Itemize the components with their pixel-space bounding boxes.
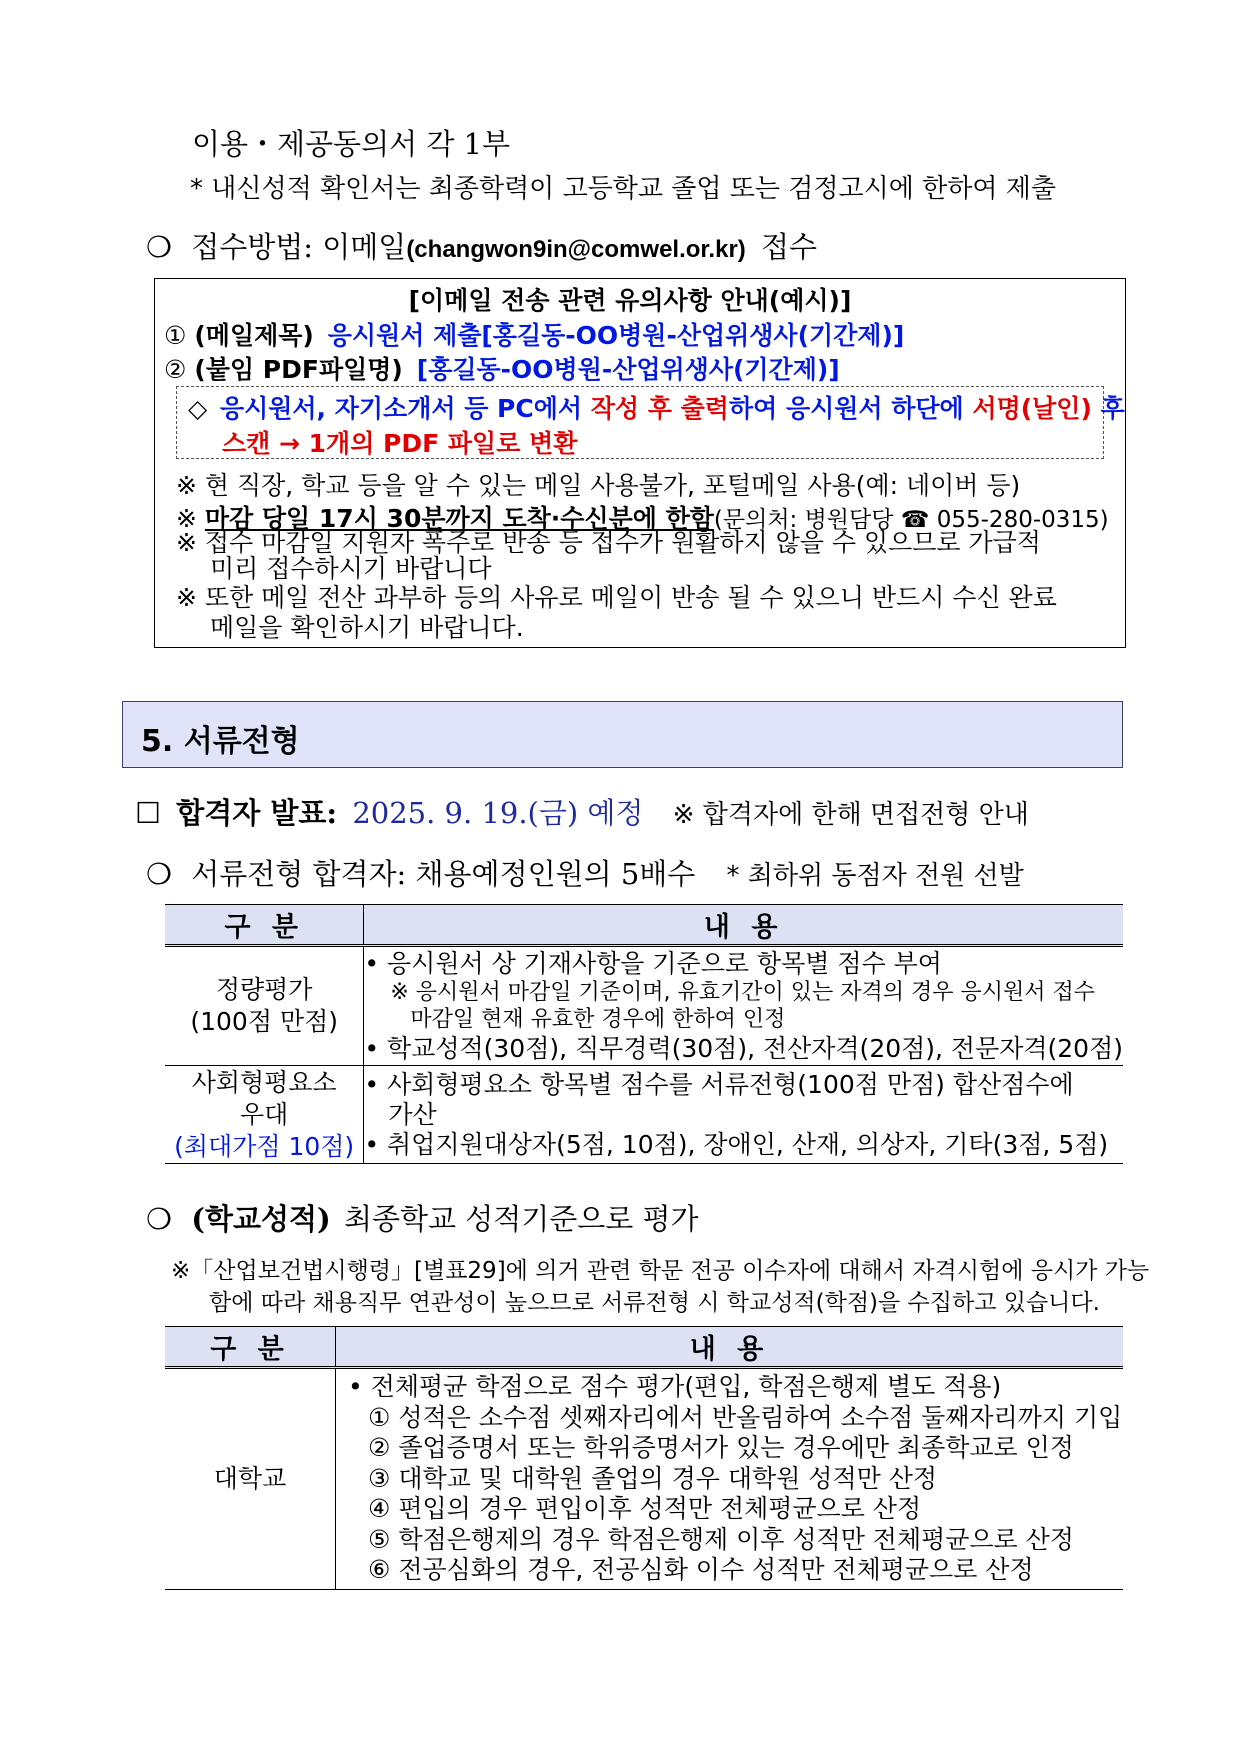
category-line: 정량평가 (215, 975, 313, 1004)
pdf-instruction-line-1 (188, 389, 1125, 425)
row-category: 대학교 (165, 1368, 336, 1590)
school-label: (학교성적) (191, 1202, 331, 1236)
content-bullet: • 전체평균 학점으로 점수 평가(편입, 학점은행제 별도 적용) (348, 1372, 1002, 1402)
school-note-line-1: ※「산업보건법시행령」[별표29]에 의거 관련 학문 전공 이수자에 대해서 자격시험에 응시가 가능 (171, 1258, 1150, 1284)
bullet-icon: ❍ (146, 1202, 172, 1236)
circled-number-icon: ① (164, 321, 187, 350)
instr-part-3: 하여 응시원서 하단에 (728, 394, 964, 423)
content-bullet: • 사회형평요소 항목별 점수를 서류전형(100점 만점) 합산점수에 (364, 1069, 1074, 1099)
email-notice-title: [이메일 전송 관련 유의사항 안내(예시)] (408, 286, 852, 315)
table-header-content: 내 용 (336, 1327, 1124, 1368)
email-notice-item-1 (164, 316, 904, 352)
category-line: (최대가점 10점) (174, 1131, 355, 1161)
top-line-1: 이용・제공동의서 각 1부 (192, 127, 511, 161)
list-item: ④ 편입의 경우 편입이후 성적만 전체평균으로 산정 (368, 1494, 922, 1524)
contact-text: (문의처: 병원담당 ☎ 055-280-0315) (713, 507, 1109, 533)
row-content (336, 1368, 1124, 1590)
receipt-label: 접수방법: 이메일 (191, 230, 407, 264)
content-bullet: • 취업지원대상자(5점, 10점), 장애인, 산재, 의상자, 기타(3점, 5점) (364, 1129, 1109, 1159)
table-header-category: 구 분 (165, 1327, 336, 1368)
section-title: 5. 서류전형 (141, 724, 300, 759)
email-notice-item-2 (164, 350, 840, 386)
table-header-content: 내 용 (364, 905, 1123, 946)
circled-number-icon: ② (164, 355, 187, 384)
content-bullet: • 응시원서 상 기재사항을 기준으로 항목별 점수 부여 (364, 949, 942, 978)
receipt-method (146, 225, 817, 266)
row-category (165, 1066, 364, 1164)
instr-part-2: 작성 후 출력 (590, 394, 729, 423)
email-note-4 (176, 583, 1057, 643)
email-note-1: ※ 현 직장, 학교 등을 알 수 있는 메일 사용불가, 포털메일 사용(예: 네이버 등) (176, 471, 1021, 500)
content-bullet-cont: 가산 (388, 1099, 437, 1129)
note3-line-2: 미리 접수하시기 바랍니다 (210, 554, 492, 583)
item2-label: (붙임 PDF파일명) (194, 355, 403, 384)
bullet-icon: ❍ (146, 857, 172, 891)
announce-date: 2025. 9. 19.(금) 예정 (352, 796, 644, 830)
table-row (165, 1066, 1123, 1164)
school-grades (146, 1197, 699, 1238)
category-line: 우대 (240, 1099, 289, 1129)
instr-part-1: 응시원서, 자기소개서 등 PC에서 (219, 394, 583, 423)
announcement (135, 791, 1029, 832)
section-header (122, 701, 1123, 768)
instr-part-5: 후 (1100, 394, 1125, 423)
table-row (165, 1368, 1123, 1590)
school-note-line-2: 함에 따라 채용직무 연관성이 높으므로 서류전형 시 학교성적(학점)을 수집하고 있습니다. (209, 1290, 1100, 1316)
diamond-icon: ◇ (188, 394, 208, 423)
list-item: ③ 대학교 및 대학원 졸업의 경우 대학원 성적만 산정 (368, 1463, 937, 1493)
list-item: ① 성적은 소수점 셋째자리에서 반올림하여 소수점 둘째자리까지 기입 (368, 1402, 1123, 1432)
note-mark: ※ (176, 504, 197, 533)
checkbox-icon: ☐ (135, 796, 161, 830)
list-item: ② 졸업증명서 또는 학위증명서가 있는 경우에만 최종학교로 인정 (368, 1433, 1074, 1463)
content-note: 마감일 현재 유효한 경우에 한하여 인정 (410, 1007, 786, 1032)
receipt-email: (changwon9in@comwel.or.kr) (406, 236, 746, 263)
table-row (165, 946, 1123, 1066)
note3-line-1: ※ 접수 마감일 지원자 폭주로 반송 등 접수가 원활하지 않을 수 있으므로 가급적 (176, 528, 1041, 557)
pass-criteria (146, 852, 1024, 893)
item1-value: 응시원서 제출[홍길동-OO병원-산업위생사(기간제)] (327, 321, 905, 350)
row-content (364, 1066, 1123, 1164)
announce-label: 합격자 발표: (176, 796, 338, 830)
instr-part-4: 서명(날인) (972, 394, 1092, 423)
category-line: 사회형평요소 (191, 1067, 337, 1097)
category-line: (100점 만점) (190, 1007, 338, 1036)
content-bullet: • 학교성적(30점), 직무경력(30점), 전산자격(20점), 전문자격(20점) (364, 1034, 1123, 1063)
pass-note: * 최하위 동점자 전원 선발 (726, 861, 1024, 891)
bullet-icon: ❍ (146, 230, 172, 264)
list-item: ⑥ 전공심화의 경우, 전공심화 이수 성적만 전체평균으로 산정 (368, 1555, 1034, 1585)
pass-text: 서류전형 합격자: 채용예정인원의 5배수 (191, 857, 696, 891)
note4-line-1: ※ 또한 메일 전산 과부하 등의 사유로 메일이 반송 될 수 있으니 반드시 수신 완료 (176, 583, 1057, 612)
email-note-3 (176, 530, 1041, 582)
school-text: 최종학교 성적기준으로 평가 (343, 1202, 699, 1236)
item2-value: [홍길동-OO병원-산업위생사(기간제)] (416, 355, 840, 384)
table-header-category: 구 분 (165, 905, 364, 946)
school-grade-table (165, 1326, 1123, 1590)
deadline-text: 마감 당일 17시 30분까지 도착·수신분에 한함 (204, 504, 714, 533)
receipt-suffix: 접수 (761, 230, 818, 264)
row-category (165, 946, 364, 1066)
content-note: ※ 응시원서 마감일 기준이며, 유효기간이 있는 자격의 경우 응시원서 접수 (390, 980, 1096, 1005)
pdf-instruction-line-2: 스캔 → 1개의 PDF 파일로 변환 (222, 429, 578, 458)
row-content (364, 946, 1123, 1066)
announce-note: ※ 합격자에 한해 면접전형 안내 (672, 800, 1029, 830)
note4-line-2: 메일을 확인하시기 바랍니다. (210, 613, 524, 642)
item1-label: (메일제목) (194, 321, 314, 350)
evaluation-table (165, 904, 1123, 1164)
top-line-2: * 내신성적 확인서는 최종학력이 고등학교 졸업 또는 검정고시에 한하여 제출 (190, 174, 1056, 204)
list-item: ⑤ 학점은행제의 경우 학점은행제 이후 성적만 전체평균으로 산정 (368, 1524, 1074, 1554)
school-note (171, 1255, 1149, 1319)
